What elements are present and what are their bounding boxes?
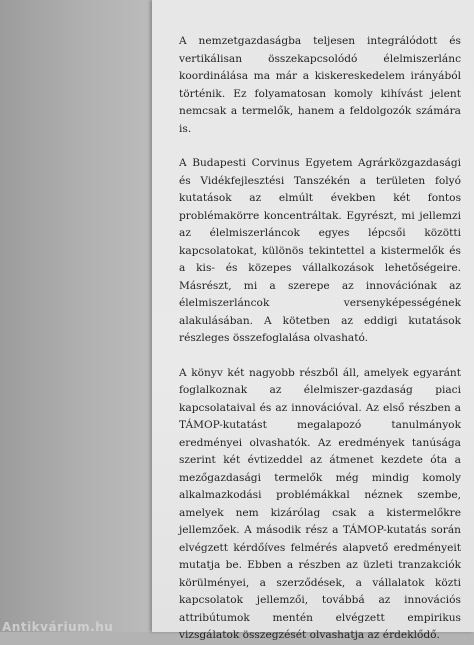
text-column [179,33,461,645]
paragraph-1: A nemzetgazdaságba teljesen integrálódott és vertikálisan összekapcsolódó élelmiszerlánc koordinálása ma már a kiskereskedelem irányából történik. Ez folyamatosan komoly kihívást jelent nemcsak a termelők, hanem a feldolgozók számára is. [179,35,461,135]
watermark: Antikvárium.hu [2,620,114,634]
background-surface [0,0,160,632]
paragraph-2: A Budapesti Corvinus Egyetem Agrárközgazdasági és Vidékfejlesztési Tanszékén a területen folyó kutatások az elmúlt években két fontos problémakörre koncentráltak. Egyrészt, mi jellemzi az élelmiszerláncok egyes lépcsői közötti kapcsolatokat, különös tekintettel a kistermelők és a kis- és közepes vállalkozások lehetőségeire. Másrészt, mi a szerepe az innovációnak az élelmiszerláncok versenyképességének alakulásában. A kötetben az eddigi kutatások részleges összefoglalása olvasható. [179,157,461,344]
paragraph-3: A könyv két nagyobb részből áll, amelyek egyaránt foglalkoznak az élelmiszer-gazdaság piaci kapcsolataival és az innovációval. Az első részben a TÁMOP-kutatást megalapozó tanulmányok eredményei olvashatók. Az eredmények tanúsága szerint két évtizeddel az átmenet kezdete óta a mezőgazdasági termelők még mindig komoly alkalmazkodási problémákkal néznek szembe, amelyek nem kizárólag csak a kistermelőkre jellemzőek. A második rész a TÁMOP-kutatás során elvégzett kérdőíves felmérés alapvető eredményeit mutatja be. Ebben a részben az üzleti tranzakciók körülményei, a szerződések, a vállalatok közti kapcsolatok jellemzői, továbbá az innovációs attribútumok mentén elvégzett empirikus vizsgálatok összegzését olvashatja az érdeklődő. [179,366,461,641]
